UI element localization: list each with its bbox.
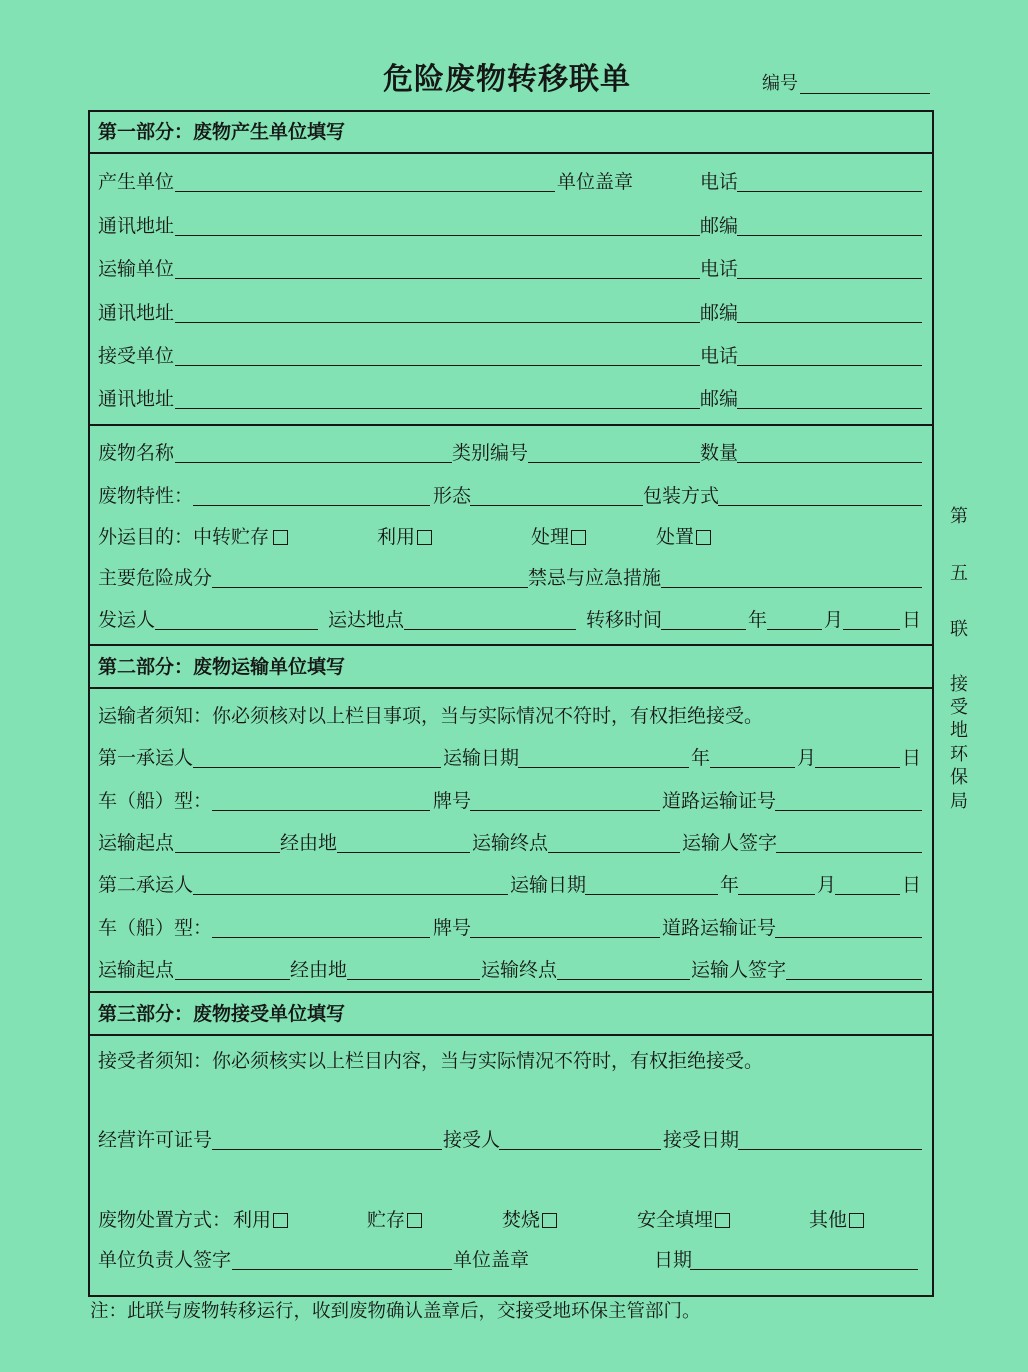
transporter-address-field[interactable] — [175, 301, 700, 323]
side-holder-char: 接 — [950, 674, 968, 695]
hazard-row — [0, 566, 1028, 590]
producer-address-field[interactable] — [175, 214, 700, 236]
producer-postcode-label: 邮编 — [700, 215, 739, 237]
responsible-signature-field[interactable] — [232, 1248, 452, 1270]
first-permit-label: 道路运输证号 — [662, 790, 777, 812]
producer-phone-field[interactable] — [737, 170, 922, 192]
first-vehicle-row — [0, 789, 1028, 813]
purpose-transfer-storage-checkbox[interactable] — [273, 530, 288, 545]
quantity-field[interactable] — [737, 441, 922, 463]
receiver-row — [0, 344, 1028, 368]
transporter-postcode-label: 邮编 — [700, 302, 739, 324]
waste-property-row — [0, 484, 1028, 508]
main-hazard-label: 主要危险成分 — [98, 567, 213, 589]
transporter-field[interactable] — [175, 257, 700, 279]
disposal-option-store-label: 贮存 — [367, 1209, 406, 1231]
shipment-row — [0, 608, 1028, 632]
transfer-month-field[interactable] — [767, 608, 822, 630]
producer-seal-label: 单位盖章 — [557, 171, 634, 193]
side-holder-char: 受 — [950, 697, 968, 718]
destination-field[interactable] — [404, 608, 576, 630]
producer-postcode-field[interactable] — [737, 214, 922, 236]
main-hazard-field[interactable] — [212, 566, 528, 588]
transfer-time-label: 转移时间 — [586, 609, 663, 631]
responsible-row — [0, 1248, 1028, 1272]
packaging-field[interactable] — [718, 484, 922, 506]
transporter-phone-label: 电话 — [700, 258, 739, 280]
purpose-option-dispose-label: 处置 — [656, 526, 695, 548]
year-label: 年 — [691, 747, 711, 769]
second-terminus-field[interactable] — [557, 958, 690, 980]
second-signature-field[interactable] — [786, 958, 922, 980]
part3-header: 第三部分：废物接受单位填写 — [98, 1003, 346, 1025]
purpose-dispose-checkbox[interactable] — [696, 530, 711, 545]
waste-property-label: 废物特性： — [98, 485, 194, 507]
part1-header: 第一部分：废物产生单位填写 — [98, 121, 346, 143]
disposal-label: 废物处置方式： — [98, 1209, 232, 1231]
first-terminus-field[interactable] — [548, 831, 680, 853]
disposal-option-utilize-label: 利用 — [233, 1209, 272, 1231]
form-title: 危险废物转移联单 — [383, 62, 631, 97]
second-vehicle-row — [0, 916, 1028, 940]
receive-notice: 接受者须知：你必须核实以上栏目内容，当与实际情况不符时，有权拒绝接受。 — [98, 1050, 764, 1072]
section-divider — [88, 991, 934, 993]
first-vehicle-type-field[interactable] — [212, 789, 430, 811]
second-carrier-field[interactable] — [193, 873, 508, 895]
first-plate-label: 牌号 — [433, 790, 472, 812]
producer-address-row — [0, 214, 1028, 238]
first-signature-field[interactable] — [776, 831, 922, 853]
producer-phone-label: 电话 — [700, 171, 739, 193]
purpose-treat-checkbox[interactable] — [571, 530, 586, 545]
first-vehicle-type-label: 车（船）型： — [98, 790, 213, 812]
purpose-option-treat-label: 处理 — [531, 526, 570, 548]
side-holder-char: 局 — [950, 791, 968, 812]
receiver-person-field[interactable] — [499, 1128, 661, 1150]
first-signature-label: 运输人签字 — [682, 832, 778, 854]
month-label: 月 — [824, 609, 844, 631]
shipper-field[interactable] — [155, 608, 318, 630]
section-divider — [88, 1034, 934, 1036]
precautions-label: 禁忌与应急措施 — [528, 567, 662, 589]
receiver-phone-field[interactable] — [737, 344, 922, 366]
receive-date-field[interactable] — [738, 1128, 922, 1150]
first-plate-field[interactable] — [470, 789, 660, 811]
first-route-row — [0, 831, 1028, 855]
part3-header-row — [0, 1002, 1028, 1026]
first-transport-day-field[interactable] — [815, 746, 900, 768]
month-label: 月 — [817, 874, 837, 896]
producer-label: 产生单位 — [98, 171, 175, 193]
category-code-field[interactable] — [528, 441, 700, 463]
second-plate-field[interactable] — [470, 916, 660, 938]
side-copy-char: 五 — [950, 563, 968, 584]
receiver-label: 接受单位 — [98, 345, 175, 367]
second-via-label: 经由地 — [290, 959, 348, 981]
disposal-other-checkbox[interactable] — [849, 1213, 864, 1228]
transporter-address-row — [0, 301, 1028, 325]
producer-address-label: 通讯地址 — [98, 215, 175, 237]
second-signature-label: 运输人签字 — [691, 959, 787, 981]
side-copy-char: 第 — [950, 506, 968, 527]
second-transport-day-field[interactable] — [835, 873, 900, 895]
day-label: 日 — [902, 609, 922, 631]
disposal-landfill-checkbox[interactable] — [715, 1213, 730, 1228]
receiver-phone-label: 电话 — [700, 345, 739, 367]
first-origin-label: 运输起点 — [98, 832, 175, 854]
purpose-option-utilize-label: 利用 — [377, 526, 416, 548]
section-divider — [88, 424, 934, 426]
receiver-person-label: 接受人 — [443, 1129, 501, 1151]
waste-name-label: 废物名称 — [98, 442, 175, 464]
second-transport-date-label: 运输日期 — [510, 874, 587, 896]
receiver-postcode-field[interactable] — [737, 387, 922, 409]
first-carrier-field[interactable] — [193, 746, 441, 768]
first-origin-field[interactable] — [175, 831, 280, 853]
first-carrier-row — [0, 746, 1028, 770]
year-label: 年 — [720, 874, 740, 896]
first-via-label: 经由地 — [280, 832, 338, 854]
first-via-field[interactable] — [337, 831, 470, 853]
disposal-option-landfill-label: 安全填埋 — [637, 1209, 714, 1231]
serial-field[interactable] — [800, 72, 930, 94]
first-transport-year-field[interactable] — [518, 746, 689, 768]
transporter-postcode-field[interactable] — [737, 301, 922, 323]
serial-label: 编号 — [762, 73, 798, 94]
disposal-option-other-label: 其他 — [809, 1209, 848, 1231]
transporter-phone-field[interactable] — [737, 257, 922, 279]
transport-notice-row — [0, 704, 1028, 728]
receive-date-label: 接受日期 — [663, 1129, 740, 1151]
receiver-address-label: 通讯地址 — [98, 388, 175, 410]
receiver-address-row — [0, 387, 1028, 411]
month-label: 月 — [797, 747, 817, 769]
waste-name-row — [0, 441, 1028, 465]
section-divider — [88, 687, 934, 689]
disposal-store-checkbox[interactable] — [407, 1213, 422, 1228]
part2-header: 第二部分：废物运输单位填写 — [98, 656, 346, 678]
year-label: 年 — [748, 609, 768, 631]
license-row — [0, 1128, 1028, 1152]
side-holder-char: 环 — [950, 744, 968, 765]
receiver-seal-label: 单位盖章 — [453, 1249, 530, 1271]
disposal-utilize-checkbox[interactable] — [273, 1213, 288, 1228]
category-code-label: 类别编号 — [452, 442, 529, 464]
producer-field[interactable] — [175, 170, 555, 192]
purpose-label: 外运目的： — [98, 526, 194, 548]
second-permit-label: 道路运输证号 — [662, 917, 777, 939]
first-terminus-label: 运输终点 — [472, 832, 549, 854]
first-transport-date-label: 运输日期 — [443, 747, 520, 769]
second-terminus-label: 运输终点 — [481, 959, 558, 981]
second-vehicle-type-label: 车（船）型： — [98, 917, 213, 939]
transfer-year-field[interactable] — [661, 608, 746, 630]
signature-date-field[interactable] — [690, 1248, 918, 1270]
receiver-address-field[interactable] — [175, 387, 700, 409]
producer-row — [0, 170, 1028, 194]
side-holder-char: 保 — [950, 767, 968, 788]
purpose-option-transfer-storage-label: 中转贮存 — [193, 526, 270, 548]
destination-label: 运达地点 — [328, 609, 405, 631]
license-label: 经营许可证号 — [98, 1129, 213, 1151]
transfer-day-field[interactable] — [843, 608, 900, 630]
day-label: 日 — [902, 874, 922, 896]
packaging-label: 包装方式 — [643, 485, 720, 507]
second-via-field[interactable] — [347, 958, 480, 980]
transporter-address-label: 通讯地址 — [98, 302, 175, 324]
second-carrier-label: 第二承运人 — [98, 874, 194, 896]
second-permit-field[interactable] — [775, 916, 922, 938]
receive-notice-row — [0, 1049, 1028, 1073]
receiver-postcode-label: 邮编 — [700, 388, 739, 410]
second-origin-field[interactable] — [175, 958, 290, 980]
quantity-label: 数量 — [700, 442, 739, 464]
shipper-label: 发运人 — [98, 609, 156, 631]
license-field[interactable] — [212, 1128, 442, 1150]
transporter-row — [0, 257, 1028, 281]
second-route-row — [0, 958, 1028, 982]
day-label: 日 — [902, 747, 922, 769]
disposal-option-incinerate-label: 焚烧 — [502, 1209, 541, 1231]
second-transport-month-field[interactable] — [738, 873, 815, 895]
first-transport-month-field[interactable] — [710, 746, 795, 768]
part2-header-row — [0, 655, 1028, 679]
second-carrier-row — [0, 873, 1028, 897]
side-copy-char: 联 — [950, 619, 968, 640]
form-field[interactable] — [470, 484, 643, 506]
precautions-field[interactable] — [661, 566, 922, 588]
second-vehicle-type-field[interactable] — [212, 916, 430, 938]
second-transport-year-field[interactable] — [585, 873, 718, 895]
signature-date-label: 日期 — [654, 1249, 693, 1271]
section-divider — [88, 152, 934, 154]
footnote: 注：此联与废物转移运行，收到废物确认盖章后，交接受地环保主管部门。 — [90, 1301, 701, 1322]
transport-notice: 运输者须知：你必须核对以上栏目事项，当与实际情况不符时，有权拒绝接受。 — [98, 705, 764, 727]
first-permit-field[interactable] — [775, 789, 922, 811]
receiver-field[interactable] — [175, 344, 700, 366]
purpose-utilize-checkbox[interactable] — [417, 530, 432, 545]
disposal-incinerate-checkbox[interactable] — [542, 1213, 557, 1228]
responsible-signature-label: 单位负责人签字 — [98, 1249, 232, 1271]
side-holder-char: 地 — [950, 720, 968, 741]
second-plate-label: 牌号 — [433, 917, 472, 939]
transporter-label: 运输单位 — [98, 258, 175, 280]
form-label: 形态 — [433, 485, 472, 507]
first-carrier-label: 第一承运人 — [98, 747, 194, 769]
serial-row — [0, 72, 1028, 96]
disposal-row — [0, 1208, 1028, 1232]
section-divider — [88, 644, 934, 646]
second-origin-label: 运输起点 — [98, 959, 175, 981]
purpose-row — [0, 525, 1028, 549]
waste-property-field[interactable] — [193, 484, 430, 506]
waste-name-field[interactable] — [175, 441, 452, 463]
part1-header-row — [0, 120, 1028, 144]
